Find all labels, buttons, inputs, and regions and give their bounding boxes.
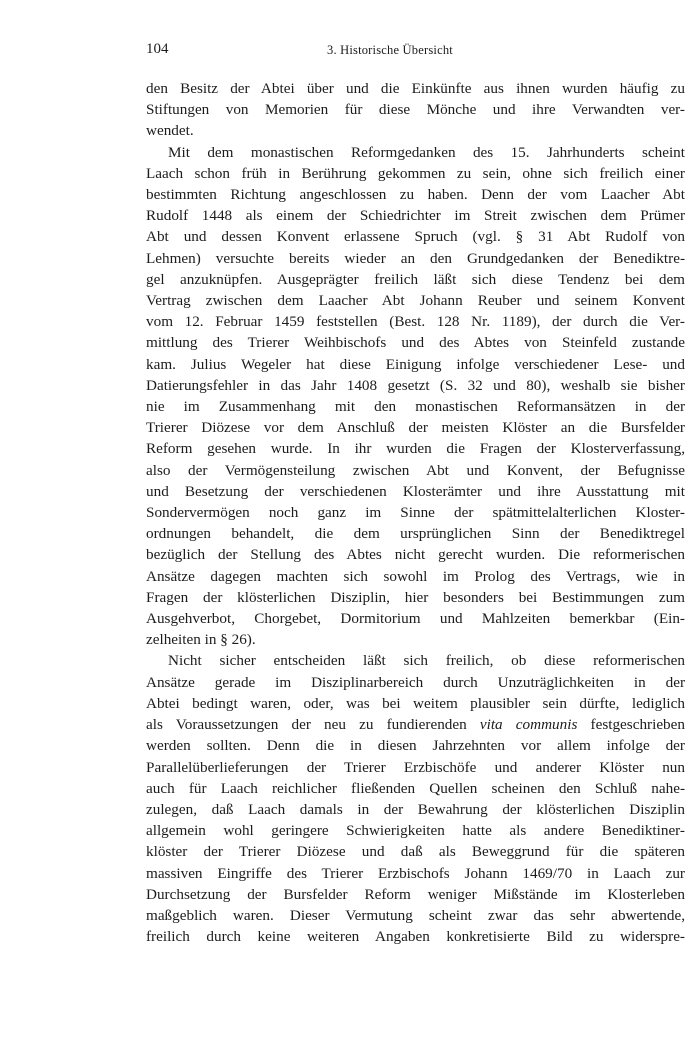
text-line: Abt und dessen Konvent erlassene Spruch (vgl. § 31 Abt Rudolf von xyxy=(146,228,685,246)
text-run: als Voraussetzungen der neu zu fundierenden xyxy=(146,716,480,734)
text-line: maßgeblich waren. Dieser Vermutung scheint zwar das sehr abwertende, xyxy=(146,906,685,924)
text-line: nie im Zusammenhang mit den monastischen Reformansätzen in der xyxy=(146,398,685,416)
paragraph xyxy=(146,650,685,947)
text-line: bestimmten Richtung angeschlossen zu haben. Denn der vom Laacher Abt xyxy=(146,186,685,204)
text-line: zelheiten in § 26). xyxy=(146,631,256,649)
text-line: Trierer Diözese vor dem Anschluß der meisten Klöster an die Bursfelder xyxy=(146,419,685,437)
text-line: Fragen der klösterlichen Disziplin, hier besonders bei Bestimmungen zum xyxy=(146,588,685,606)
italic-term: vita communis xyxy=(479,716,578,734)
text-line: Abtei bedingt waren, oder, was bei weitem plausibler sein dürfte, lediglich xyxy=(146,694,685,712)
page-number: 104 xyxy=(146,41,169,57)
text-line: werden sollten. Denn die in diesen Jahrzehnten vor allem infolge der xyxy=(146,737,685,755)
text-line: Mit dem monastischen Reformgedanken des 15. Jahrhunderts scheint xyxy=(168,143,685,161)
text-line: den Besitz der Abtei über und die Einkünfte aus ihnen wurden häufig zu xyxy=(146,80,685,97)
text-line: Sondervermögen noch ganz im Sinne der spätmittelalterlichen Kloster- xyxy=(146,504,685,522)
paragraph xyxy=(146,78,685,142)
text-line: mittlung des Trierer Weihbischofs und des Abtes von Steinfeld zustande xyxy=(146,334,685,352)
text-line: vom 12. Februar 1459 feststellen (Best. 128 Nr. 1189), der durch die Ver- xyxy=(146,313,685,331)
text-line: und Besetzung der verschiedenen Klosterämter und ihre Ausstattung mit xyxy=(146,482,685,500)
text-line: allgemein wohl geringere Schwierigkeiten hatte als andere Benediktiner- xyxy=(146,822,685,840)
text-line: klöster der Trierer Diözese und daß als Beweggrund für die späteren xyxy=(146,843,685,861)
text-line-with-italic xyxy=(146,714,685,735)
text-line: kam. Julius Wegeler hat diese Einigung infolge verschiedener Lese- und xyxy=(146,355,685,373)
text-line: Reform gesehen wurde. In ihr wurden die Fragen der Klosterverfassung, xyxy=(146,440,685,458)
text-line: Datierungsfehler in das Jahr 1408 gesetzt (S. 32 und 80), weshalb sie bisher xyxy=(146,376,685,394)
text-run: festgeschrieben xyxy=(577,716,685,734)
text-line: freilich durch keine weiteren Angaben konkretisierte Bild zu widerspre- xyxy=(146,928,685,946)
text-line: Parallelüberlieferungen der Trierer Erzbischöfe und anderer Klöster nun xyxy=(146,758,685,776)
text-line: ordnungen behandelt, die dem ursprünglichen Sinn der Benediktregel xyxy=(146,525,685,543)
running-head: 3. Historische Übersicht xyxy=(327,43,453,57)
text-line: Ausgehverbot, Chorgebet, Dormitorium und Mahlzeiten bemerkbar (Ein- xyxy=(146,610,685,628)
text-line: Rudolf 1448 als einem der Schiedrichter im Streit zwischen dem Prümer xyxy=(146,207,685,225)
text-line: massiven Eingriffe des Trierer Erzbischofs Johann 1469/70 in Laach zur xyxy=(146,864,685,882)
text-line: Laach schon früh in Berührung gekommen zu sein, ohne sich freilich einer xyxy=(146,164,685,182)
text-line: Ansätze gerade im Disziplinarbereich durch Unzuträglichkeiten in der xyxy=(146,673,685,691)
text-line: also der Vermögensteilung zwischen Abt und Konvent, der Befugnisse xyxy=(146,461,685,479)
text-line: wendet. xyxy=(146,122,194,140)
text-line: Durchsetzung der Bursfelder Reform weniger Mißstände im Klosterleben xyxy=(146,885,685,903)
text-line: Lehmen) versuchte bereits wieder an den Grundgedanken der Benediktre- xyxy=(146,249,685,267)
text-line: Vertrag zwischen dem Laacher Abt Johann Reuber und seinem Konvent xyxy=(146,292,685,310)
body-text xyxy=(146,78,685,947)
paragraph xyxy=(146,142,685,651)
text-line: Nicht sicher entscheiden läßt sich freilich, ob diese reformerischen xyxy=(168,652,685,670)
text-line: zulegen, daß Laach damals in der Bewahrung der klösterlichen Disziplin xyxy=(146,800,685,818)
text-line: Ansätze dagegen machten sich sowohl im Prolog des Vertrags, wie in xyxy=(146,567,685,585)
text-line: gel anzuknüpfen. Ausgeprägter freilich läßt sich diese Tendenz bei dem xyxy=(146,270,685,288)
text-line: Stiftungen von Memorien für diese Mönche und ihre Verwandten ver- xyxy=(146,101,685,119)
text-line: auch für Laach reichlicher fließenden Quellen scheinen den Schluß nahe- xyxy=(146,779,685,797)
text-line: bezüglich der Stellung des Abtes nicht gerecht wurden. Die reformerischen xyxy=(146,546,685,564)
